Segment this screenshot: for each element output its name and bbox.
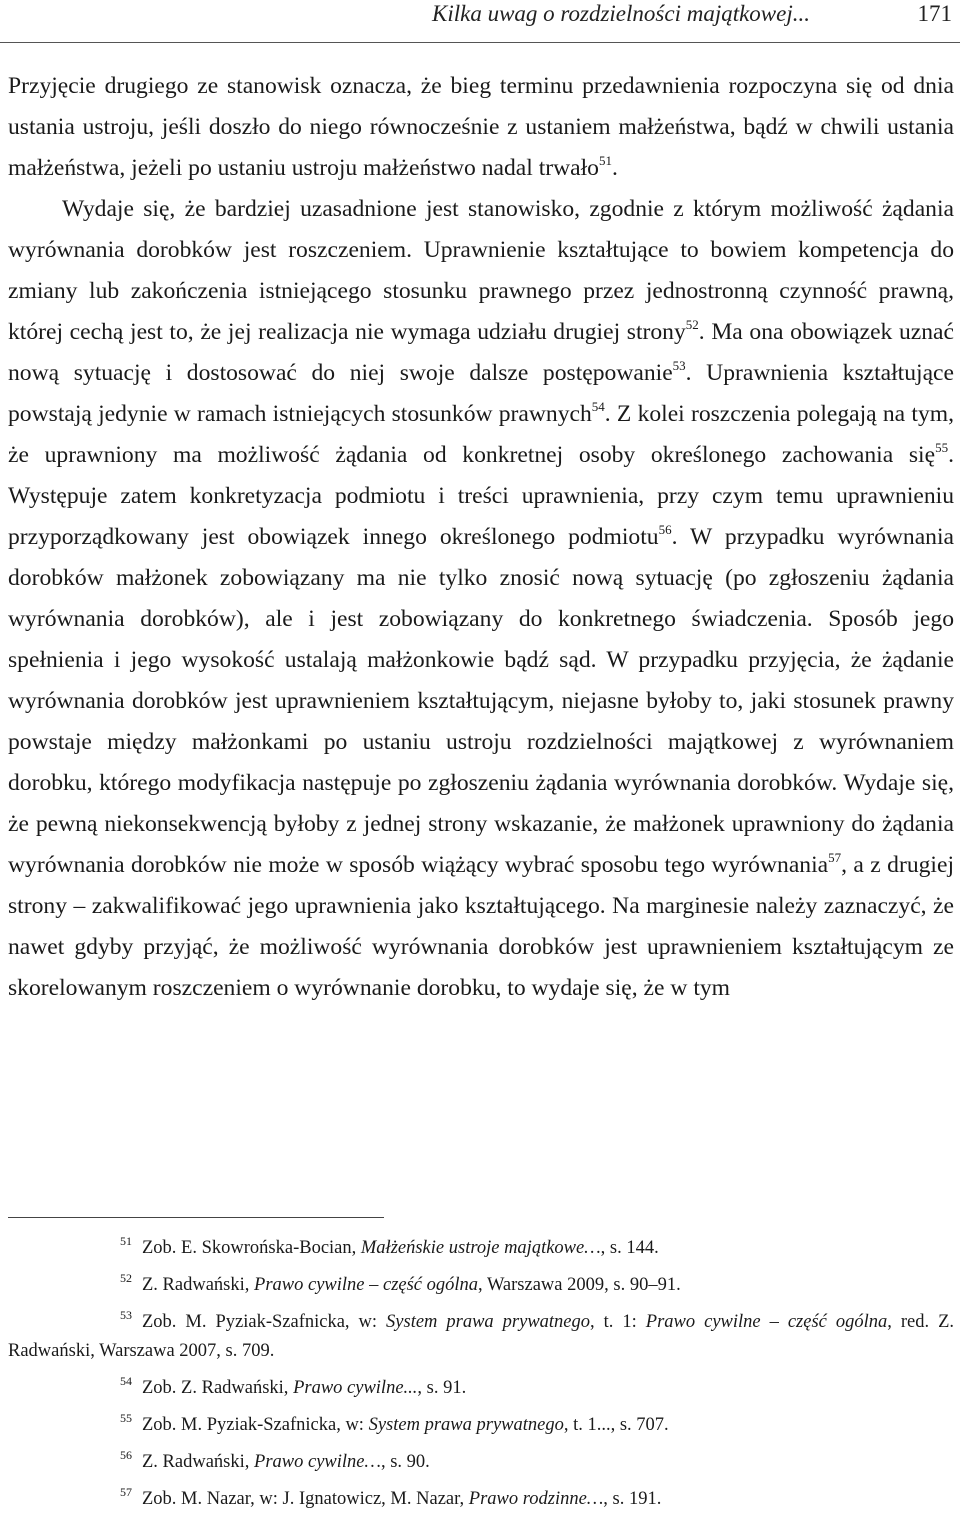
footnote-55: $^{55}$ Zob. M. Pyziak-Szafnicka, w: System prawa prywatnego, t. 1..., s. 707.: [120, 1410, 669, 1435]
footnote-ref-57[interactable]: 57: [828, 850, 842, 866]
footnote-56: $^{56}$ Z. Radwański, Prawo cywilne…, s. 90.: [120, 1447, 430, 1472]
footnote-53: $^{53}$ Zob. M. Pyziak-Szafnicka, w: System prawa prywatnego, t. 1: Prawo cywilne – część ogólna, red. Z. Radwański, Warszawa 2007, s. 709.: [8, 1307, 955, 1361]
footnote-ref-52[interactable]: 52: [685, 317, 699, 333]
paragraph-2: Wydaje się, że bardziej uzasadnione jest stanowisko, zgodnie z którym możliwość żądania wyrównania dorobków jest roszczeniem. Uprawnienie kształtujące to bowiem kompetencja do zmiany lub zakończenia istniejącego stosunku prawnego przez jednostronną czynność prawną, której cechą jest to, że jej realizacja nie wymaga udziału drugiej strony$^{52}$. Ma ona obowiązek uznać nową sytuację i dostosować do niej swoje dalsze postępowanie$^{53}$. Uprawnienia kształtujące powstają jedynie w ramach istniejących stosunków prawnych$^{54}$. Z kolei roszczenia polegają na tym, że uprawniony ma możliwość żądania od konkretnej osoby określonego zachowania się$^{55}$. Występuje zatem konkretyzacja podmiotu i treści uprawnienia, przy czym temu uprawnieniu przyporządkowany jest obowiązek innego określonego podmiotu$^{56}$. W przypadku wyrównania dorobków małżonek zobowiązany ma nie tylko znosić nową sytuację (po zgłoszeniu żądania wyrównania dorobków), ale i jest zobowiązany do konkretnego świadczenia. Sposób jego spełnienia i jego wysokość ustalają małżonkowie bądź sąd. W przypadku przyjęcia, że żądanie wyrównania dorobków jest uprawnieniem kształtującym, niejasne byłoby to, jaki stosunek prawny powstaje między małżonkami po ustaniu ustroju rozdzielności majątkowej z wyrównaniem dorobku, którego modyfikacja następuje po zgłoszeniu żądania wyrównania dorobków. Wydaje się, że pewną niekonsekwencją byłoby z jednej strony wskazanie, że małżonek uprawniony do żądania wyrównania dorobków nie może w sposób wiążący wybrać sposobu tego wyrównania$^{57}$, a z drugiej strony – zakwalifikować jego uprawnienia jako kształtującego. Na marginesie należy zaznaczyć, że nawet gdyby przyjąć, że możliwość wyrównania dorobków jest uprawnieniem kształtującym ze skorelowanym roszczeniem o wyrównanie dorobku, to wydaje się, że w tym: [8, 196, 955, 1001]
footnote-57: $^{57}$ Zob. M. Nazar, w: J. Ignatowicz, M. Nazar, Prawo rodzinne…, s. 191.: [120, 1484, 662, 1509]
page-number: 171: [917, 1, 952, 26]
running-head: Kilka uwag o rozdzielności majątkowej...: [432, 1, 810, 26]
footnotes: [8, 1234, 954, 1522]
footnote-ref-56[interactable]: 56: [658, 522, 672, 538]
footnote-ref-55[interactable]: 55: [935, 440, 949, 456]
main-text: [8, 66, 954, 1009]
paragraph-1: Przyjęcie drugiego ze stanowisk oznacza, że bieg terminu przedawnienia rozpoczyna się od dnia ustania ustroju, jeśli doszło do niego równocześnie z ustaniem małżeństwa, bądź w chwili ustania małżeństwa, jeżeli po ustaniu ustroju małżeństwo nadal trwało$^{51}$.: [8, 73, 954, 181]
footnote-divider: [8, 1217, 384, 1218]
footnote-ref-51[interactable]: 51: [598, 153, 612, 169]
footnote-ref-53[interactable]: 53: [672, 358, 686, 374]
page-header: [0, 0, 960, 43]
footnote-ref-54[interactable]: 54: [591, 399, 605, 415]
footnote-54: $^{54}$ Zob. Z. Radwański, Prawo cywilne..., s. 91.: [120, 1373, 467, 1398]
footnote-51: $^{51}$ Zob. E. Skowrońska-Bocian, Małżeńskie ustroje majątkowe…, s. 144.: [120, 1233, 659, 1258]
footnote-52: $^{52}$ Z. Radwański, Prawo cywilne – część ogólna, Warszawa 2009, s. 90–91.: [120, 1270, 681, 1295]
